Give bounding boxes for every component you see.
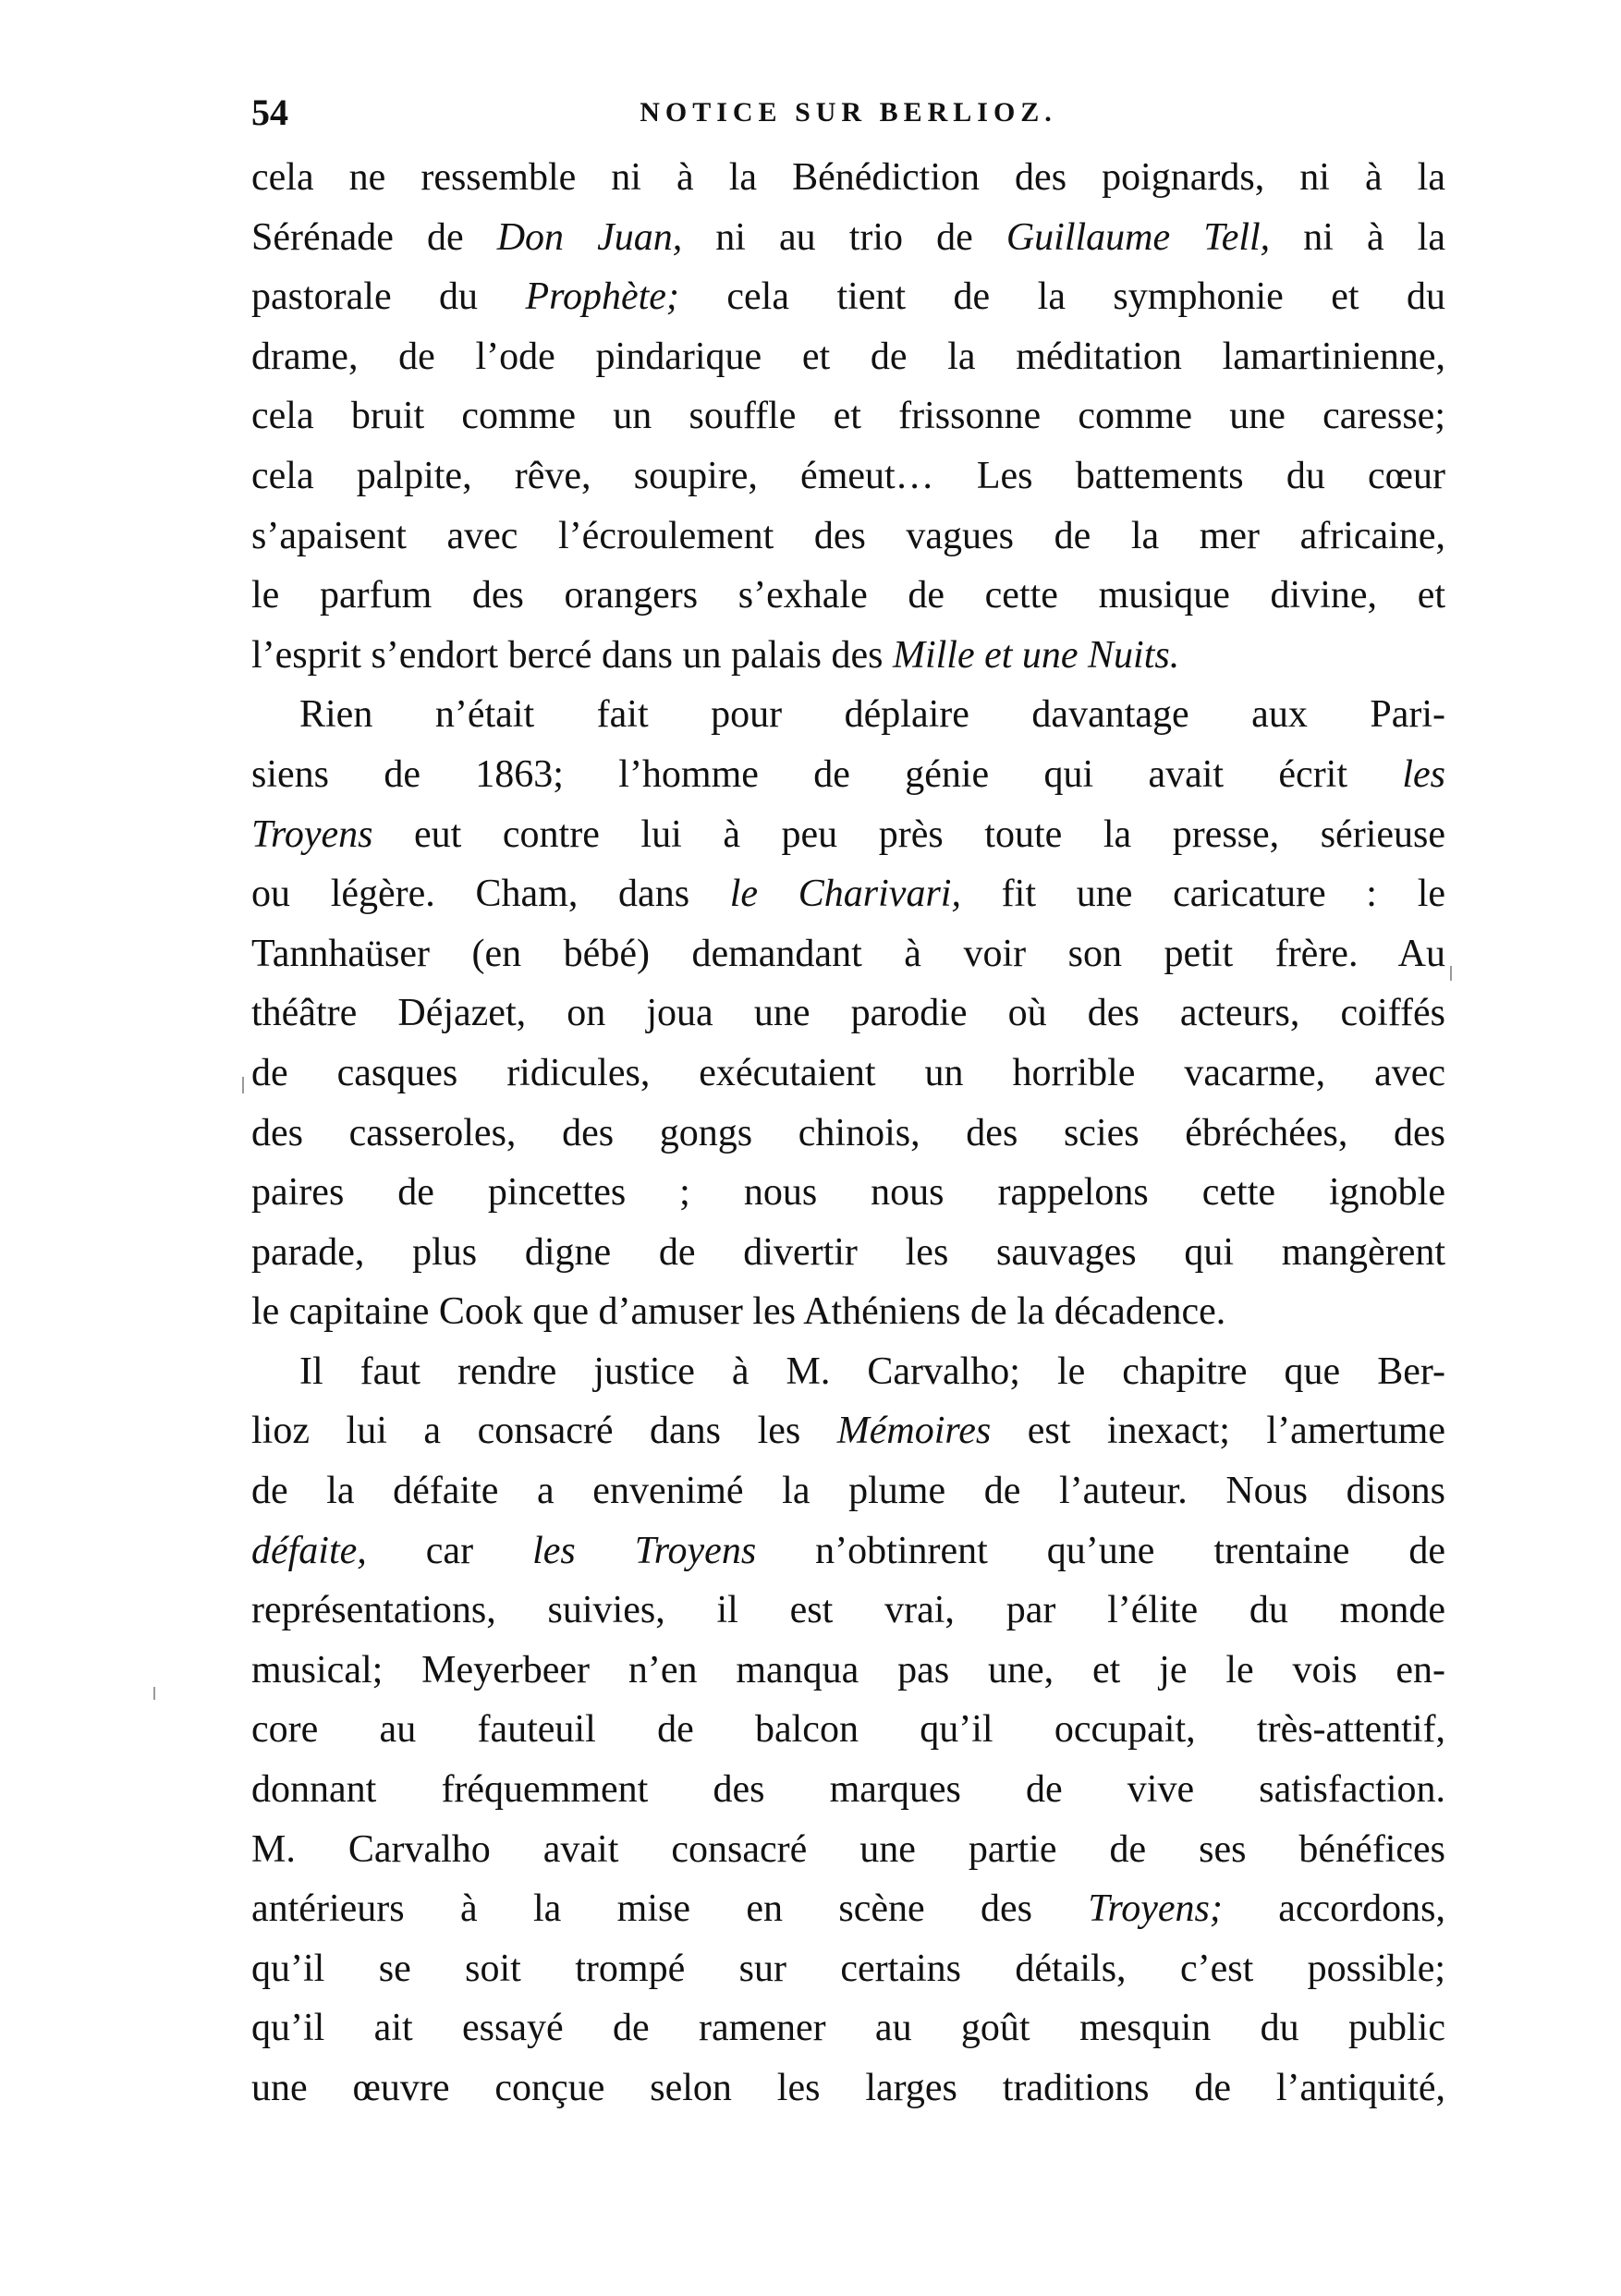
text-line	[251, 2058, 1445, 2119]
text-run: l’esprit s’endort bercé dans un palais des	[251, 633, 893, 677]
paragraph	[251, 1342, 1445, 2119]
text-line	[251, 1700, 1445, 1760]
text-line	[251, 1104, 1445, 1164]
running-title: NOTICE SUR BERLIOZ.	[640, 97, 1057, 128]
text-run: parade, plus digne de divertir les sauvages qui mangèrent	[251, 1230, 1445, 1274]
text-line	[251, 1044, 1445, 1104]
italic-title: Prophète;	[525, 275, 679, 319]
text-run: Il faut rendre justice à M. Carvalho; le chapitre que Ber-	[299, 1350, 1445, 1393]
italic-title: le Charivari,	[729, 873, 961, 916]
text-line	[251, 924, 1445, 984]
text-line	[251, 1641, 1445, 1701]
body-text	[251, 148, 1445, 2119]
text-run: le capitaine Cook que d’amuser les Athéniens de la décadence.	[251, 1290, 1226, 1334]
text-line	[251, 148, 1445, 208]
text-run: n’obtinrent qu’une trentaine de	[756, 1529, 1445, 1572]
text-line	[251, 1163, 1445, 1223]
margin-mark	[153, 1687, 155, 1700]
paragraph	[251, 685, 1445, 1342]
text-run: de casques ridicules, exécutaient un horrible vacarme, avec	[251, 1051, 1445, 1094]
text-line	[251, 1461, 1445, 1521]
text-run: cela palpite, rêve, soupire, émeut… Les battements du cœur	[251, 454, 1445, 497]
text-run: ou légère. Cham, dans	[251, 873, 730, 916]
text-line	[251, 267, 1445, 327]
text-run: Tannhaüser (en bébé) demandant à voir son petit frère. Au	[251, 932, 1445, 975]
text-line	[251, 745, 1445, 805]
italic-title: Don Juan,	[496, 215, 683, 259]
text-run: pastorale du	[251, 275, 526, 319]
text-run: donnant fréquemment des marques de vive satisfaction.	[251, 1768, 1445, 1812]
text-run: représentations, suivies, il est vrai, par l’élite du monde	[251, 1589, 1445, 1632]
text-run: accordons,	[1222, 1887, 1445, 1931]
running-head	[251, 85, 1445, 140]
text-run: eut contre lui à peu près toute la presse, sérieuse	[372, 812, 1445, 856]
italic-title: les	[1402, 752, 1445, 796]
text-run: qu’il se soit trompé sur certains détails, c’est possible;	[251, 1947, 1445, 1990]
italic-title: Troyens	[251, 812, 373, 856]
text-run: car	[366, 1529, 533, 1572]
text-line	[251, 1223, 1445, 1283]
text-run: le parfum des orangers s’exhale de cette musique divine, et	[251, 574, 1445, 617]
text-line	[251, 1282, 1445, 1342]
paragraph	[251, 148, 1445, 685]
italic-title: Mémoires	[836, 1410, 992, 1453]
text-line	[251, 566, 1445, 626]
text-line	[251, 1581, 1445, 1641]
text-line	[251, 1342, 1445, 1402]
text-line	[251, 327, 1445, 387]
text-run: antérieurs à la mise en scène des	[251, 1887, 1089, 1931]
text-line	[251, 864, 1445, 924]
text-run: une œuvre conçue selon les larges traditions de l’antiquité,	[251, 2067, 1445, 2109]
text-run: Sérénade de	[251, 215, 497, 259]
italic-title: défaite,	[251, 1529, 367, 1572]
text-run: M. Carvalho avait consacré une partie de ses bénéfices	[251, 1827, 1445, 1871]
italic-title: Guillaume Tell,	[1006, 215, 1271, 259]
text-run: core au fauteuil de balcon qu’il occupait, très-attentif,	[251, 1708, 1445, 1752]
text-run: des casseroles, des gongs chinois, des scies ébréchées, des	[251, 1111, 1445, 1154]
text-run: lioz lui a consacré dans les	[251, 1410, 837, 1453]
text-line	[251, 507, 1445, 567]
text-line	[251, 1521, 1445, 1582]
text-line	[251, 1820, 1445, 1880]
text-run: théâtre Déjazet, on joua une parodie où des acteurs, coiffés	[251, 992, 1445, 1035]
text-line	[251, 626, 1445, 686]
text-line	[251, 1760, 1445, 1820]
text-run: fit une caricature : le	[960, 873, 1445, 916]
margin-mark	[1450, 966, 1452, 981]
text-line	[251, 1939, 1445, 1999]
text-run: siens de 1863; l’homme de génie qui avait écrit	[251, 752, 1403, 796]
text-line	[251, 446, 1445, 507]
text-run: cela ne ressemble ni à la Bénédiction des poignards, ni à la	[251, 156, 1445, 199]
text-run: qu’il ait essayé de ramener au goût mesquin du public	[251, 2007, 1445, 2050]
text-run: paires de pincettes ; nous nous rappelons cette ignoble	[251, 1171, 1445, 1215]
margin-mark	[242, 1077, 244, 1093]
italic-title: Troyens;	[1088, 1887, 1223, 1931]
text-run: cela bruit comme un souffle et frissonne comme une caresse;	[251, 395, 1445, 438]
text-run: ni à la	[1270, 215, 1445, 259]
text-run: musical; Meyerbeer n’en manqua pas une, et je le vois en-	[251, 1648, 1445, 1691]
text-run: cela tient de la symphonie et du	[678, 275, 1445, 319]
text-run: s’apaisent avec l’écroulement des vagues de la mer africaine,	[251, 514, 1445, 557]
text-line	[251, 1879, 1445, 1939]
text-line	[251, 208, 1445, 268]
italic-title: Mille et une Nuits.	[892, 633, 1180, 677]
text-line	[251, 1401, 1445, 1461]
text-line	[251, 1998, 1445, 2058]
text-line	[251, 386, 1445, 446]
italic-title: les Troyens	[532, 1529, 757, 1572]
text-run: Rien n’était fait pour déplaire davantage aux Pari-	[299, 693, 1445, 737]
text-run: de la défaite a envenimé la plume de l’auteur. Nous disons	[251, 1470, 1445, 1513]
text-line	[251, 805, 1445, 865]
text-line	[251, 685, 1445, 745]
text-run: ni au trio de	[682, 215, 1006, 259]
text-run: est inexact; l’amertume	[991, 1410, 1445, 1453]
page-number: 54	[251, 92, 288, 133]
text-line	[251, 983, 1445, 1044]
text-run: drame, de l’ode pindarique et de la méditation lamartinienne,	[251, 335, 1445, 378]
